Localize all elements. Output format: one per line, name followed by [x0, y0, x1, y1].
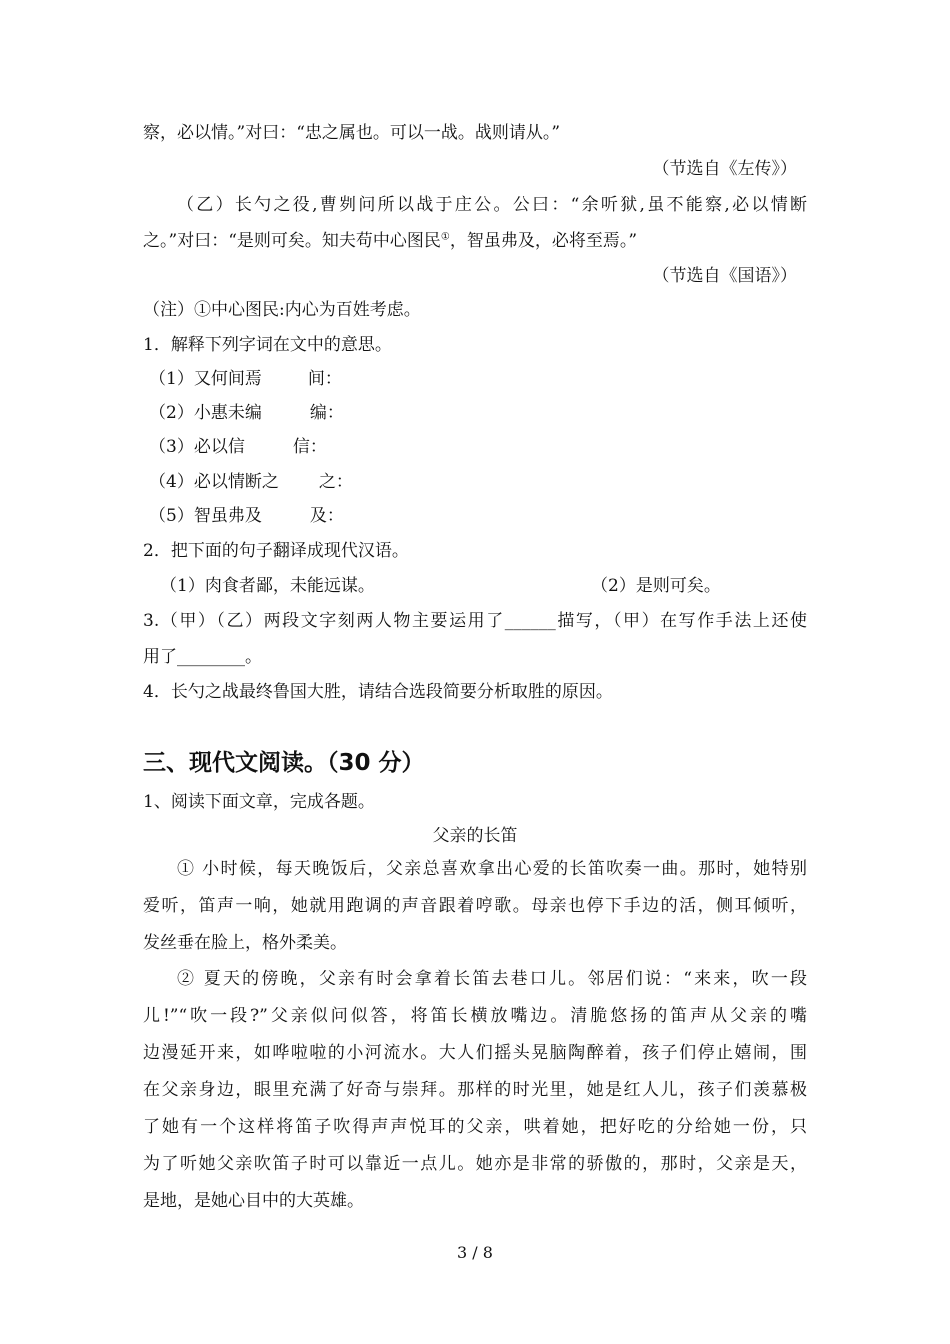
article-p2-line: 是地，是她心目中的大英雄。	[143, 1191, 364, 1211]
article-p2-line: 边漫延开来，如哗啦啦的小河流水。大人们摇头晃脑陶醉着，孩子们停止嬉闹，围	[143, 1043, 807, 1063]
page-number: 3 / 8	[457, 1243, 493, 1262]
question-2-title: 2．把下面的句子翻译成现代汉语。	[143, 541, 409, 561]
reading-instruction: 1、阅读下面文章，完成各题。	[143, 792, 375, 812]
footnote: （注）①中心图民:内心为百姓考虑。	[143, 300, 421, 320]
source-jia: （节选自《左传》）	[652, 159, 797, 179]
passage-yi-text-a: 之。”对曰：“是则可矣。知夫苟中心图民	[143, 231, 441, 251]
question-3-line-2: 用了________。	[143, 647, 262, 667]
item-phrase: （4）必以情断之	[149, 472, 279, 492]
article-p1-line: 爱听，笛声一响，她就用跑调的声音跟着哼歌。母亲也停下手边的活，侧耳倾听，	[143, 896, 807, 916]
item-word: 及：	[309, 506, 344, 526]
question-3-line-1: 3.（甲）（乙）两段文字刻两人物主要运用了______描写，（甲）在写作手法上还使	[143, 611, 807, 631]
section-3-heading: 三、现代文阅读。（30 分）	[143, 750, 425, 776]
item-phrase: （1）又何间焉	[149, 369, 262, 389]
item-word: 间：	[307, 369, 342, 389]
article-p1-line: ① 小时候，每天晚饭后，父亲总喜欢拿出心爱的长笛吹奏一曲。那时，她特别	[177, 859, 807, 879]
footnote-mark: ①	[440, 231, 450, 243]
passage-yi-text-b: ，智虽弗及，必将至焉。”	[449, 231, 638, 251]
article-p2-line: 在父亲身边，眼里充满了好奇与崇拜。那样的时光里，她是红人儿，孩子们羡慕极	[143, 1080, 807, 1100]
question-1-item	[149, 504, 813, 528]
question-1-item	[149, 367, 813, 391]
passage-yi-line-2	[143, 229, 807, 253]
question-2-item-1: （1）肉食者鄙，未能远谋。	[160, 576, 375, 596]
question-1-item	[149, 470, 813, 494]
article-p2-line: 为了听她父亲吹笛子时可以靠近一点儿。她亦是非常的骄傲的，那时，父亲是天，	[143, 1154, 807, 1174]
source-yi: （节选自《国语》）	[652, 266, 797, 286]
passage-jia-end: 察，必以情。”对曰：“忠之属也。可以一战。战则请从。”	[143, 123, 561, 143]
article-p1-line: 发丝垂在脸上，格外柔美。	[143, 933, 347, 953]
item-phrase: （2）小惠未编	[149, 403, 262, 423]
question-2-item-2: （2）是则可矣。	[591, 576, 721, 596]
question-1-title: 1．解释下列字词在文中的意思。	[143, 335, 392, 355]
question-1-item	[149, 435, 813, 459]
article-title: 父亲的长笛	[432, 826, 518, 846]
passage-yi-line-1: （乙）长勺之役,曹刿问所以战于庄公。公曰：“余听狱,虽不能察,必以情断	[177, 195, 807, 215]
article-p2-line: 了她有一个这样将笛子吹得声声悦耳的父亲，哄着她，把好吃的分给她一份，只	[143, 1117, 807, 1137]
item-phrase: （3）必以信	[149, 437, 245, 457]
question-1-item	[149, 401, 813, 425]
article-p2-line: 儿!”“吹一段?”父亲似问似答，将笛长横放嘴边。清脆悠扬的笛声从父亲的嘴	[143, 1006, 807, 1026]
item-word: 信：	[292, 437, 327, 457]
article-p2-line: ② 夏天的傍晚，父亲有时会拿着长笛去巷口儿。邻居们说：“来来，吹一段	[177, 969, 807, 989]
item-word: 编：	[309, 403, 344, 423]
question-4: 4．长勺之战最终鲁国大胜，请结合选段简要分析取胜的原因。	[143, 682, 613, 702]
item-phrase: （5）智虽弗及	[149, 506, 262, 526]
item-word: 之：	[318, 472, 353, 492]
